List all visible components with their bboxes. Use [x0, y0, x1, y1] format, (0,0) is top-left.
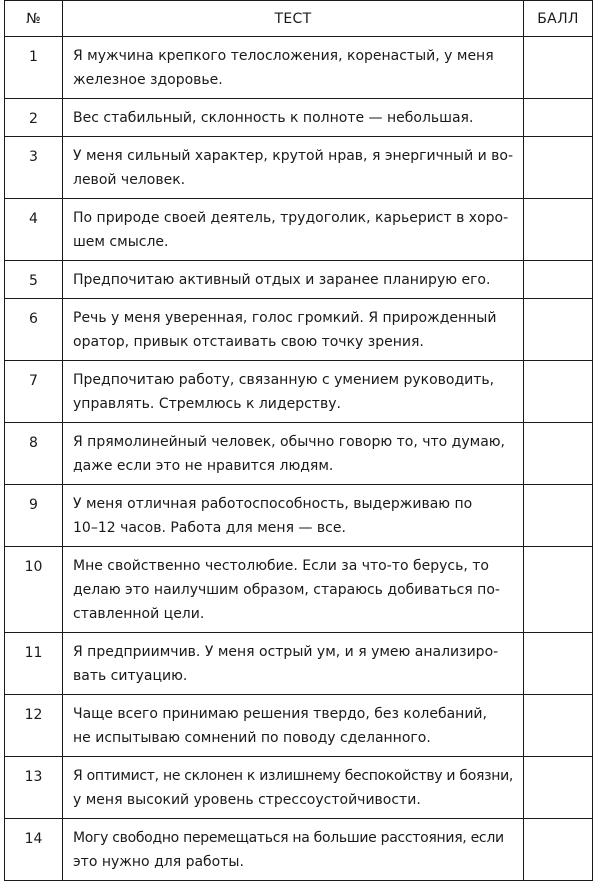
row-number: 7: [5, 361, 63, 423]
table-row: [5, 633, 593, 695]
table-row: [5, 137, 593, 199]
statement-line: у меня высокий уровень стрессоустойчивости.: [73, 792, 421, 808]
score-input-cell[interactable]: [524, 423, 593, 485]
row-number: 11: [5, 633, 63, 695]
statement-cell: [63, 37, 524, 99]
statement-cell: [63, 633, 524, 695]
statement-line: ставленной цели.: [73, 606, 205, 622]
statement-line: шем смысле.: [73, 234, 169, 250]
statement-line: не испытываю сомнений по поводу сделанного.: [73, 730, 431, 746]
row-number: 3: [5, 137, 63, 199]
statement-line: Могу свободно перемещаться на большие расстояния, если: [73, 830, 504, 846]
statement-line: оратор, привык отстаивать свою точку зрения.: [73, 334, 424, 350]
header-number: №: [5, 1, 63, 37]
header-row: [5, 1, 593, 37]
table-row: [5, 199, 593, 261]
score-input-cell[interactable]: [524, 485, 593, 547]
score-input-cell[interactable]: [524, 99, 593, 137]
score-input-cell[interactable]: [524, 695, 593, 757]
statement-line: делаю это наилучшим образом, стараюсь добиваться по-: [73, 582, 500, 598]
score-input-cell[interactable]: [524, 299, 593, 361]
row-number: 14: [5, 819, 63, 881]
table-row: [5, 757, 593, 819]
statement-cell: [63, 547, 524, 633]
table-row: [5, 37, 593, 99]
statement-line: левой человек.: [73, 172, 186, 188]
statement-line: Чаще всего принимаю решения твердо, без колебаний,: [73, 706, 487, 722]
row-number: 4: [5, 199, 63, 261]
statement-line: 10–12 часов. Работа для меня — все.: [73, 520, 346, 536]
statement-line: Мне свойственно честолюбие. Если за что-то берусь, то: [73, 558, 489, 574]
row-number: 6: [5, 299, 63, 361]
row-number: 8: [5, 423, 63, 485]
statement-line: Вес стабильный, склонность к полноте — небольшая.: [73, 110, 474, 126]
statement-cell: [63, 361, 524, 423]
table-row: [5, 423, 593, 485]
row-number: 9: [5, 485, 63, 547]
score-input-cell[interactable]: [524, 199, 593, 261]
statement-line: По природе своей деятель, трудоголик, карьерист в хоро-: [73, 210, 509, 226]
header-score: БАЛЛ: [524, 1, 593, 37]
statement-line: У меня отличная работоспособность, выдерживаю по: [73, 496, 473, 512]
statement-cell: [63, 261, 524, 299]
statement-cell: [63, 485, 524, 547]
row-number: 5: [5, 261, 63, 299]
statement-line: это нужно для работы.: [73, 854, 244, 870]
row-number: 13: [5, 757, 63, 819]
score-input-cell[interactable]: [524, 361, 593, 423]
statement-line: Я предприимчив. У меня острый ум, и я умею анализиро-: [73, 644, 499, 660]
score-input-cell[interactable]: [524, 37, 593, 99]
table-row: [5, 299, 593, 361]
table-body: [5, 37, 593, 881]
score-input-cell[interactable]: [524, 261, 593, 299]
statement-line: Я оптимист, не склонен к излишнему беспокойству и боязни,: [73, 768, 514, 784]
score-input-cell[interactable]: [524, 757, 593, 819]
statement-line: управлять. Стремлюсь к лидерству.: [73, 396, 341, 412]
statement-line: железное здоровье.: [73, 72, 223, 88]
row-number: 10: [5, 547, 63, 633]
statement-cell: [63, 423, 524, 485]
statement-cell: [63, 99, 524, 137]
row-number: 12: [5, 695, 63, 757]
statement-line: вать ситуацию.: [73, 668, 188, 684]
statement-cell: [63, 137, 524, 199]
table-row: [5, 695, 593, 757]
table-row: [5, 547, 593, 633]
score-input-cell[interactable]: [524, 547, 593, 633]
statement-line: Речь у меня уверенная, голос громкий. Я прирожденный: [73, 310, 497, 326]
table-row: [5, 485, 593, 547]
statement-line: Я мужчина крепкого телосложения, коренастый, у меня: [73, 48, 494, 64]
row-number: 2: [5, 99, 63, 137]
table-row: [5, 99, 593, 137]
row-number: 1: [5, 37, 63, 99]
test-table: [4, 0, 593, 881]
statement-cell: [63, 299, 524, 361]
table-row: [5, 361, 593, 423]
header-test: ТЕСТ: [63, 1, 524, 37]
statement-line: Предпочитаю активный отдых и заранее планирую его.: [73, 272, 491, 288]
statement-line: У меня сильный характер, крутой нрав, я энергичный и во-: [73, 148, 514, 164]
statement-cell: [63, 695, 524, 757]
score-input-cell[interactable]: [524, 633, 593, 695]
statement-cell: [63, 757, 524, 819]
table-row: [5, 261, 593, 299]
statement-line: Я прямолинейный человек, обычно говорю то, что думаю,: [73, 434, 506, 450]
score-input-cell[interactable]: [524, 137, 593, 199]
statement-line: даже если это не нравится людям.: [73, 458, 334, 474]
statement-line: Предпочитаю работу, связанную с умением руководить,: [73, 372, 495, 388]
statement-cell: [63, 199, 524, 261]
